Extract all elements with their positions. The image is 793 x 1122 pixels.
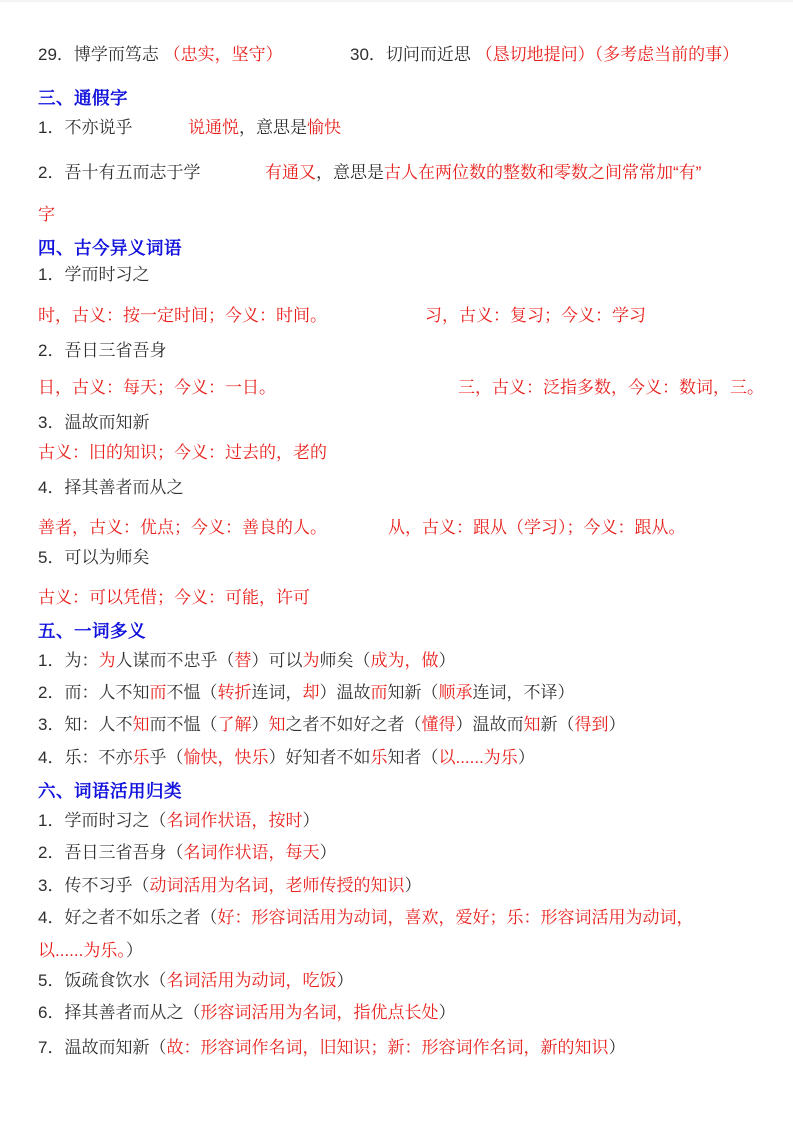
text-segment: 而 <box>370 683 388 702</box>
text-segment: 为 <box>302 651 320 670</box>
text-segment: 却 <box>302 683 320 702</box>
section-heading <box>38 780 755 802</box>
text-line <box>38 682 755 704</box>
text-segment: ） <box>319 843 337 862</box>
text-line <box>38 1037 755 1059</box>
text-segment: 得到 <box>574 715 609 734</box>
text-segment: 知新（ <box>387 683 439 702</box>
text-segment: 知 <box>132 715 150 734</box>
text-line <box>38 305 755 327</box>
text-segment: 而不愠（ <box>149 715 218 734</box>
text-segment: 1．学而时习之 <box>38 265 150 284</box>
text-line <box>38 162 755 184</box>
text-segment: 故：形容词作名词，旧知识；新：形容词作名词，新的知识 <box>166 1038 609 1057</box>
text-segment: 连词， <box>251 683 303 702</box>
text-line <box>38 204 755 226</box>
text-line <box>38 940 755 962</box>
text-segment: 为 <box>98 651 116 670</box>
column-segment <box>188 117 341 139</box>
text-segment: 愉快 <box>307 118 341 137</box>
text-segment: （忠实，坚守） <box>163 45 283 64</box>
text-line <box>38 547 755 569</box>
text-segment: 连词，不译） <box>472 683 575 702</box>
text-segment: 三、通假字 <box>38 88 128 108</box>
text-segment: 而 <box>149 683 167 702</box>
text-segment: ） <box>438 651 456 670</box>
text-segment: 善者，古义：优点；今义：善良的人。 <box>38 518 327 537</box>
text-segment: 师矣（ <box>319 651 371 670</box>
text-line <box>38 117 755 139</box>
text-segment: 3．传不习乎（ <box>38 876 150 895</box>
text-segment: 5．饭疏食饮水（ <box>38 971 167 990</box>
text-segment: 古义：可以凭借；今义：可能，许可 <box>38 588 310 607</box>
text-segment: 1．不亦说乎 <box>38 118 133 137</box>
text-segment: 知者（ <box>387 748 439 767</box>
section-heading <box>38 87 755 109</box>
text-segment: 4．乐：不亦 <box>38 748 133 767</box>
text-segment: ） <box>251 715 269 734</box>
text-line <box>38 587 755 609</box>
text-segment: ） <box>302 811 320 830</box>
text-segment: 乐 <box>370 748 388 767</box>
text-segment: ）好知者不如 <box>268 748 371 767</box>
text-segment: 成为，做 <box>370 651 439 670</box>
text-segment: 说通悦 <box>188 118 239 137</box>
text-segment: 六、词语活用归类 <box>38 781 182 801</box>
text-segment: 知 <box>523 715 541 734</box>
text-segment: 愉快，快乐 <box>183 748 269 767</box>
text-segment: 字 <box>38 205 55 224</box>
text-segment: 3．知：人不 <box>38 715 133 734</box>
document-body <box>38 44 764 1059</box>
text-segment: 以......为乐 <box>438 748 518 767</box>
text-segment: 好：形容词活用为动词，喜欢，爱好；乐：形容词活用为动词， <box>217 908 694 927</box>
text-segment: 时，古义：按一定时间；今义：时间。 <box>38 306 327 325</box>
text-line <box>38 477 755 499</box>
text-segment: 了解 <box>217 715 252 734</box>
text-segment: ） <box>404 876 422 895</box>
text-segment: 三，古义：泛指多数，今义：数词，三。 <box>458 378 764 397</box>
text-segment: 五、一词多义 <box>38 621 146 641</box>
text-segment: 懂得 <box>421 715 456 734</box>
column-segment <box>425 305 646 327</box>
text-segment: 古人在两位数的整数和零数之间常常加“有” <box>384 163 702 182</box>
text-segment: 日，古义：每天；今义：一日。 <box>38 378 276 397</box>
text-segment: 古义：旧的知识；今义：过去的，老的 <box>38 443 327 462</box>
text-line <box>38 44 755 66</box>
text-segment: 1．学而时习之（ <box>38 811 167 830</box>
text-segment: 替 <box>234 651 252 670</box>
text-line <box>38 264 755 286</box>
text-segment: 2．吾日三省吾身（ <box>38 843 184 862</box>
text-segment: 新（ <box>540 715 575 734</box>
column-segment <box>458 377 764 399</box>
text-line <box>38 842 755 864</box>
text-line <box>38 875 755 897</box>
text-segment: 3．温故而知新 <box>38 413 150 432</box>
column-segment <box>265 162 701 184</box>
text-segment: 1．为： <box>38 651 99 670</box>
text-segment: ） <box>517 748 535 767</box>
text-segment: ）温故 <box>319 683 371 702</box>
text-line <box>38 442 755 464</box>
text-segment: 动词活用为名词，老师传授的知识 <box>149 876 405 895</box>
section-heading <box>38 237 755 259</box>
text-segment: 形容词活用为名词，指优点长处 <box>200 1003 439 1022</box>
text-segment: 有通又 <box>265 163 316 182</box>
text-line <box>38 714 755 736</box>
text-segment: 名词作状语，按时 <box>166 811 303 830</box>
text-segment: 从，古义：跟从（学习）；今义：跟从。 <box>388 518 686 537</box>
text-segment: ，意思是 <box>316 163 384 182</box>
text-line <box>38 970 755 992</box>
text-segment: 乐 <box>132 748 150 767</box>
text-segment: 以......为乐。 <box>38 941 126 960</box>
text-line <box>38 907 755 929</box>
text-segment: 人谋而不忠乎（ <box>115 651 235 670</box>
text-segment: ） <box>438 1003 456 1022</box>
text-segment: 4．好之者不如乐之者（ <box>38 908 218 927</box>
text-segment: 四、古今异义词语 <box>38 238 182 258</box>
text-segment: 2．吾十有五而志于学 <box>38 163 201 182</box>
text-line <box>38 747 755 769</box>
text-segment: 2．而：人不知 <box>38 683 150 702</box>
text-segment: 知 <box>268 715 286 734</box>
text-line <box>38 517 755 539</box>
text-segment: 之者不如好之者（ <box>285 715 422 734</box>
text-segment: 名词活用为动词，吃饭 <box>166 971 337 990</box>
text-line <box>38 810 755 832</box>
text-segment: 顺承 <box>438 683 473 702</box>
text-line <box>38 340 755 362</box>
text-line <box>38 412 755 434</box>
text-segment: 29．博学而笃志 <box>38 45 164 64</box>
document-page <box>38 44 764 1059</box>
text-segment: （恳切地提问）（多考虑当前的事） <box>475 45 740 64</box>
text-segment: 乎（ <box>149 748 184 767</box>
text-segment: 转折 <box>217 683 252 702</box>
text-segment: ）温故而 <box>455 715 524 734</box>
text-segment: 不愠（ <box>166 683 218 702</box>
text-segment: ） <box>125 941 143 960</box>
section-heading <box>38 620 755 642</box>
text-line <box>38 1002 755 1024</box>
text-line <box>38 650 755 672</box>
text-segment: ） <box>336 971 354 990</box>
text-line <box>38 377 764 399</box>
text-segment: ） <box>608 715 626 734</box>
column-segment <box>350 44 739 66</box>
text-segment: 30．切问而近思 <box>350 45 476 64</box>
text-segment: 名词作状语，每天 <box>183 843 320 862</box>
text-segment: 5．可以为师矣 <box>38 548 150 567</box>
text-segment: 2．吾日三省吾身 <box>38 341 167 360</box>
text-segment: ）可以 <box>251 651 303 670</box>
text-segment: 4．择其善者而从之 <box>38 478 184 497</box>
text-segment: 6．择其善者而从之（ <box>38 1003 201 1022</box>
text-segment: ，意思是 <box>239 118 307 137</box>
text-segment: 7．温故而知新（ <box>38 1038 167 1057</box>
text-segment: 习，古义：复习；今义：学习 <box>425 306 646 325</box>
column-segment <box>388 517 686 539</box>
text-segment: ） <box>608 1038 626 1057</box>
